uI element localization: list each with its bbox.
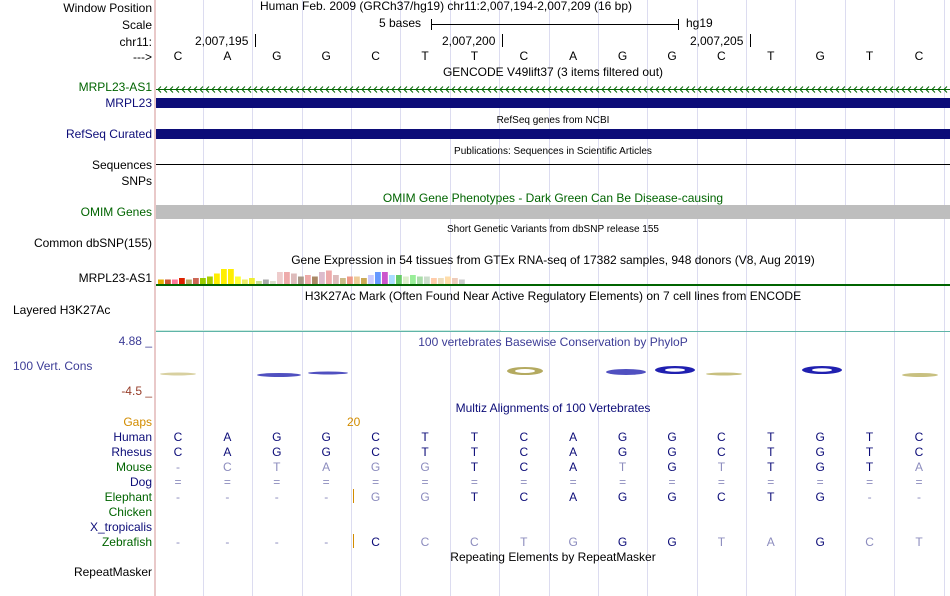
alignment-base: T [520,535,528,549]
alignment-base: = [470,475,478,489]
alignment-base: C [914,445,924,459]
track-title-multiz: Multiz Alignments of 100 Vertebrates [455,401,651,415]
gtex-tissue-bar[interactable] [186,280,192,285]
alignment-base: G [667,535,677,549]
alignment-base: = [322,475,330,489]
gtex-tissue-bar[interactable] [291,274,297,285]
alignment-base: T [915,535,923,549]
alignment-base: C [717,445,726,459]
alignment-base: G [568,535,578,549]
alignment-base: T [767,460,775,474]
gtex-tissue-bar[interactable] [361,278,367,284]
sequence-base: C [717,49,726,63]
alignment-base: = [866,475,874,489]
alignment-base: = [421,475,429,489]
track-image-area[interactable] [156,0,950,596]
alignment-base: C [519,430,529,444]
phylop-conservation-chart[interactable] [156,362,950,382]
track-label-gaps[interactable]: Gaps [123,415,152,429]
sequence-base: G [667,49,677,63]
track-label-h3k27ac[interactable]: Layered H3K27Ac [13,303,111,317]
track-label-refseq[interactable]: RefSeq Curated [65,127,152,141]
gtex-tissue-bar[interactable] [207,277,213,285]
track-title-gtex: Gene Expression in 54 tissues from GTEx RNA-seq of 17382 samples, 948 donors (V8, Aug 2019) [291,253,815,267]
species-label[interactable]: Zebrafish [101,535,152,549]
species-label[interactable]: Mouse [115,460,152,474]
alignment-base: A [766,535,775,549]
alignment-base: = [668,475,676,489]
sequence-base: T [865,49,874,63]
gtex-tissue-bar[interactable] [417,277,423,285]
gtex-tissue-bar[interactable] [396,275,402,284]
gtex-tissue-bar[interactable] [424,277,430,285]
track-title-phylop: 100 vertebrates Basewise Conservation by PhyloP [418,335,688,349]
alignment-base: = [767,475,775,489]
track-title-h3k27ac: H3K27Ac Mark (Often Found Near Active Regulatory Elements) on 7 cell lines from ENCODE [304,289,802,303]
alignment-base: A [569,460,578,474]
alignment-base: T [470,430,479,444]
species-label[interactable]: Elephant [104,490,152,504]
gtex-tissue-bar[interactable] [179,278,185,284]
h3k27ac-signal-line[interactable] [156,331,950,332]
alignment-base: = [174,475,182,489]
sequence-base: A [569,49,578,63]
species-label[interactable]: Human [113,430,152,444]
alignment-base: = [816,475,824,489]
gtex-tissue-bar[interactable] [319,272,325,284]
alignment-base: T [421,430,429,444]
gtex-tissue-bar[interactable] [172,280,178,285]
sequence-base: C [914,49,924,63]
gtex-tissue-bar[interactable] [452,278,458,284]
sequence-base: T [421,49,429,63]
alignment-base: T [865,445,874,459]
alignment-base: C [914,430,924,444]
gtex-tissue-bar[interactable] [312,277,318,285]
gtex-tissue-bar[interactable] [389,275,395,284]
alignment-base: A [914,460,924,474]
sequence-base: G [617,49,628,63]
alignment-base: C [173,445,183,459]
gtex-tissue-bar[interactable] [368,275,374,284]
alignment-base: = [717,475,725,489]
alignment-base: C [173,430,183,444]
alignment-base: = [372,475,380,489]
scale-label: Scale [121,18,152,32]
sequence-base: G [815,49,825,63]
alignment-base: - [176,460,180,474]
gtex-tissue-bar[interactable] [305,275,311,284]
alignment-base: = [915,475,923,489]
assembly-position-text: Human Feb. 2009 (GRCh37/hg19) chr11:2,007,194-2,007,209 (16 bp) [259,0,633,13]
alignment-base: G [815,535,825,549]
coord-tick-label: 2,007,195 [195,34,249,48]
gtex-tissue-bar[interactable] [326,271,332,285]
alignment-base: T [618,460,627,474]
alignment-base: A [223,430,232,444]
publications-feature-line[interactable] [156,164,950,165]
alignment-base: C [371,430,380,444]
alignment-base: - [324,490,329,504]
window-position-label: Window Position [63,1,152,15]
gtex-tissue-bar[interactable] [200,278,206,284]
alignment-base: C [371,535,380,549]
track-label-mrpl23[interactable]: MRPL23 [105,96,152,110]
alignment-base: G [321,430,331,444]
alignment-base: - [324,535,329,549]
track-title-dbsnp: Short Genetic Variants from dbSNP release 155 [447,224,659,235]
alignment-base: - [176,535,180,549]
chrom-label: chr11: [119,35,152,49]
alignment-base: C [865,535,874,549]
alignment-base: - [176,490,180,504]
gtex-tissue-bar[interactable] [235,277,241,285]
gtex-tissue-bar[interactable] [403,277,409,285]
track-title-repeatmasker: Repeating Elements by RepeatMasker [450,550,656,564]
gtex-tissue-bar[interactable] [165,280,171,285]
track-label-omim[interactable]: OMIM Genes [80,205,152,219]
gtex-tissue-bar[interactable] [214,274,220,285]
track-label-snps[interactable]: SNPs [121,174,152,188]
track-label-sequences[interactable]: Sequences [91,158,152,172]
species-label[interactable]: Chicken [108,505,152,519]
alignment-base: G [321,445,331,459]
alignment-base: G [617,430,628,444]
alignment-base: C [717,430,726,444]
gtex-tissue-bar[interactable] [256,281,262,284]
alignment-base: G [272,430,282,444]
track-title-gencode: GENCODE V49lift37 (3 items filtered out) [442,65,664,79]
sequence-base: C [173,49,183,63]
alignment-base: A [223,445,232,459]
track-label-repeatmasker[interactable]: RepeatMasker [73,565,152,579]
alignment-base: C [519,460,529,474]
strand-arrow-label: ---> [133,50,152,64]
alignment-base: - [274,535,279,549]
alignment-base: G [667,460,677,474]
gtex-tissue-bar[interactable] [333,275,339,284]
sequence-base: A [223,49,232,63]
gtex-tissue-bar[interactable] [431,278,437,284]
gtex-tissue-bar[interactable] [375,272,381,284]
alignment-base: T [865,430,874,444]
gtex-tissue-bar[interactable] [298,277,304,285]
gtex-tissue-bar[interactable] [284,272,290,284]
alignment-base: C [371,445,380,459]
alignment-base: - [867,490,872,504]
gtex-tissue-bar[interactable] [438,278,444,284]
gene-feature-mrpl23-as1[interactable] [156,82,950,93]
alignment-base: T [767,445,775,459]
alignment-base: A [569,430,578,444]
alignment-base: G [370,460,381,474]
alignment-base: T [717,460,726,474]
alignment-base: A [322,460,331,474]
alignment-base: T [470,490,479,504]
alignment-base: - [274,490,279,504]
track-label-dbsnp[interactable]: Common dbSNP(155) [33,236,152,250]
alignment-base: = [569,475,577,489]
alignment-base: T [421,445,429,459]
alignment-base: T [470,460,479,474]
gtex-tissue-bar[interactable] [340,278,346,284]
gtex-expression-chart[interactable] [156,266,950,286]
alignment-base: G [667,490,677,504]
gtex-tissue-bar[interactable] [277,272,283,284]
species-label[interactable]: Dog [129,475,152,489]
alignment-base: C [717,490,726,504]
alignment-base: G [815,445,825,459]
alignment-base: C [223,460,232,474]
sequence-base: G [321,49,331,63]
gaps-count-label: 20 [347,415,361,429]
alignment-base: G [667,445,677,459]
phylop-min-label: -4.5 _ [121,384,152,398]
gtex-tissue-bar[interactable] [459,280,465,285]
alignment-base: T [767,430,775,444]
alignment-base: T [717,535,726,549]
refseq-feature-bar[interactable] [156,129,950,139]
track-label-phylop[interactable]: 100 Vert. Cons [13,359,93,373]
scale-bar-text: 5 bases [379,16,422,30]
gtex-tissue-bar[interactable] [263,280,269,285]
alignment-base: G [815,490,825,504]
alignment-base: T [273,460,281,474]
gene-feature-mrpl23[interactable] [156,98,950,108]
alignment-base: T [767,490,775,504]
track-label-mrpl23-as1[interactable]: MRPL23-AS1 [78,80,152,94]
gtex-tissue-bar[interactable] [193,278,199,284]
gtex-tissue-bar[interactable] [445,277,451,285]
track-title-publications: Publications: Sequences in Scientific Articles [454,146,652,157]
species-label[interactable]: Rhesus [111,445,152,459]
sequence-base: G [272,49,282,63]
alignment-base: G [420,490,430,504]
gtex-tissue-bar[interactable] [410,275,416,284]
phylop-max-label: 4.88 _ [118,334,152,348]
coord-tick-label: 2,007,205 [690,34,744,48]
track-label-gtex[interactable]: MRPL23-AS1 [78,271,152,285]
alignment-base: A [569,490,578,504]
gap-marker [353,489,354,503]
alignment-base: T [470,445,479,459]
alignment-base: G [617,445,628,459]
sequence-base: C [371,49,380,63]
alignment-base: C [470,535,479,549]
gtex-tissue-bar[interactable] [249,278,255,284]
alignment-base: G [815,460,825,474]
gtex-tissue-bar[interactable] [382,272,388,284]
alignment-base: = [619,475,627,489]
alignment-base: C [420,535,430,549]
alignment-base: T [865,460,874,474]
alignment-base: - [225,490,230,504]
alignment-base: G [617,535,628,549]
alignment-base: G [667,430,677,444]
sequence-base: T [767,49,775,63]
alignment-base: G [420,460,430,474]
gtex-tissue-bar[interactable] [347,277,353,285]
alignment-base: - [917,490,921,504]
track-title-omim: OMIM Gene Phenotypes - Dark Green Can Be Disease-causing [382,191,724,205]
alignment-base: C [519,445,529,459]
alignment-base: C [519,490,529,504]
alignment-base: G [815,430,825,444]
alignment-base: G [617,490,628,504]
alignment-base: = [223,475,231,489]
alignment-base: A [569,445,578,459]
track-label-column [0,0,155,596]
gtex-tissue-bar[interactable] [242,280,248,285]
gtex-tissue-bar[interactable] [354,277,360,285]
gtex-tissue-bar[interactable] [221,269,227,284]
gtex-tissue-bar[interactable] [270,281,276,284]
omim-feature-bar[interactable] [156,205,950,219]
species-label[interactable]: X_tropicalis [89,520,152,534]
sequence-base: C [519,49,529,63]
gtex-tissue-bar[interactable] [228,269,234,284]
sequence-base: T [470,49,479,63]
track-title-refseq: RefSeq genes from NCBI [496,115,610,126]
alignment-base: G [370,490,381,504]
gap-marker [353,534,354,548]
alignment-base: - [225,535,230,549]
alignment-base: = [520,475,528,489]
alignment-base: = [273,475,281,489]
coord-tick-label: 2,007,200 [442,34,496,48]
alignment-base: G [272,445,282,459]
assembly-short-text: hg19 [686,16,713,30]
gtex-tissue-bar[interactable] [158,280,164,285]
